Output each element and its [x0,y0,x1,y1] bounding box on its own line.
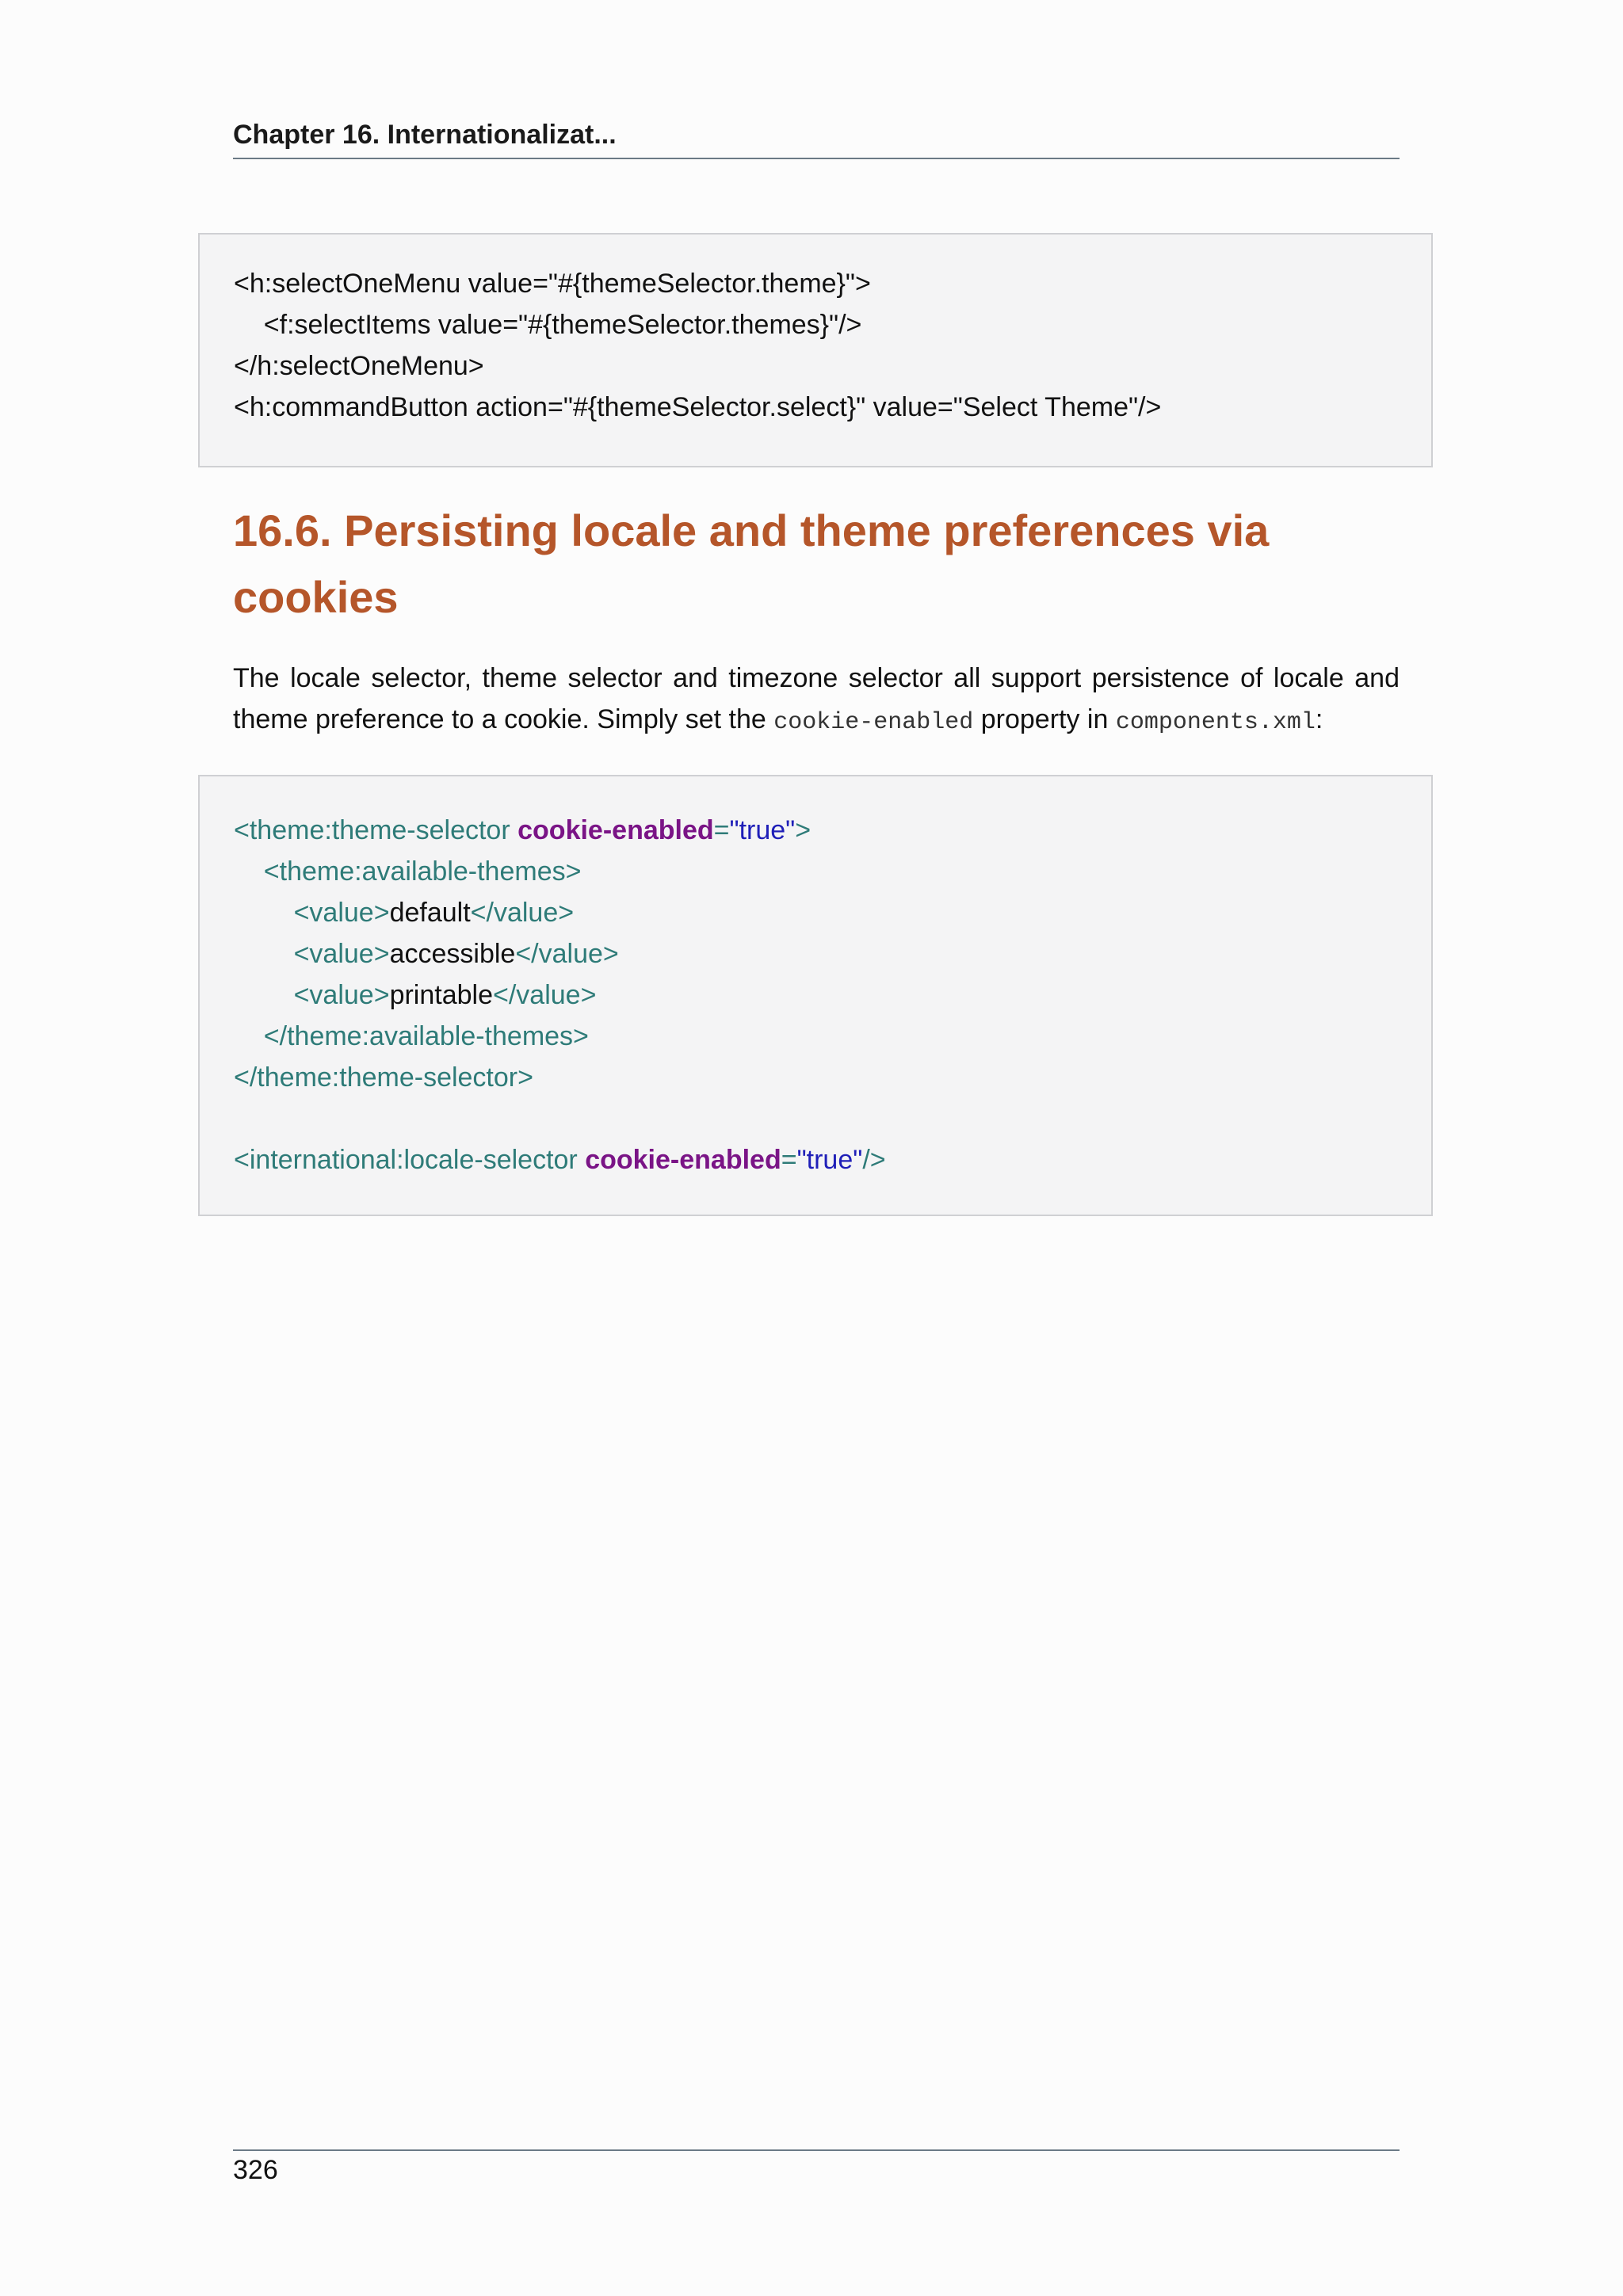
header-rule [233,158,1400,159]
xml-tag: <value> [293,980,390,1010]
xml-value: "true" [729,815,796,845]
xml-equals: = [713,815,730,845]
running-header: Chapter 16. Internationalizat... [233,120,617,150]
code-line: </theme:available-themes> [234,1021,589,1051]
xml-tag: <international:locale-selector [234,1145,586,1175]
page-number: 326 [233,2155,278,2185]
paragraph-text: property in [973,704,1116,734]
code-block-theme-menu [198,233,1433,467]
body-paragraph [233,658,1400,743]
paragraph-text: : [1315,704,1323,734]
inline-code-cookie-enabled: cookie-enabled [773,709,974,736]
code-block-cookie-config [198,775,1433,1216]
xml-attribute: cookie-enabled [517,815,714,845]
inline-code-components-xml: components.xml [1115,709,1316,736]
footer-rule [233,2149,1400,2151]
xml-text: accessible [389,939,516,969]
code-line [234,974,1431,1016]
code-line: <f:selectItems value="#{themeSelector.themes}"/> [234,310,862,340]
code-line: </h:selectOneMenu> [234,351,484,381]
xml-tag: </value> [515,939,619,969]
xml-tag: <value> [293,939,390,969]
indent [234,980,294,1010]
code-line: </theme:theme-selector> [234,1062,533,1093]
xml-attribute: cookie-enabled [585,1145,781,1175]
code-line: <h:selectOneMenu value="#{themeSelector.theme}"> [234,269,871,299]
section-title: 16.6. Persisting locale and theme preferences via cookies [233,505,1270,622]
code-line [234,892,1431,933]
xml-text: printable [389,980,493,1010]
indent [234,939,294,969]
indent [234,898,294,928]
code-line: <h:commandButton action="#{themeSelector.select}" value="Select Theme"/> [234,392,1162,422]
xml-value: "true" [796,1145,863,1175]
xml-tag: </value> [470,898,575,928]
xml-tag: <theme:theme-selector [234,815,518,845]
xml-tag: > [795,815,812,845]
code-line [234,1139,1431,1180]
code-line [234,933,1431,974]
code-line: <theme:available-themes> [234,856,582,887]
code-line-blank [234,1098,1431,1139]
code-line [234,810,1431,851]
xml-tag: /> [862,1145,886,1175]
xml-text: default [389,898,471,928]
xml-tag: <value> [293,898,390,928]
xml-equals: = [781,1145,797,1175]
paragraph-text: The locale selector, theme selector and timezone selector all support persistence of locale and theme preference to a cookie. Simply set the [233,663,1400,734]
xml-tag: </value> [493,980,597,1010]
